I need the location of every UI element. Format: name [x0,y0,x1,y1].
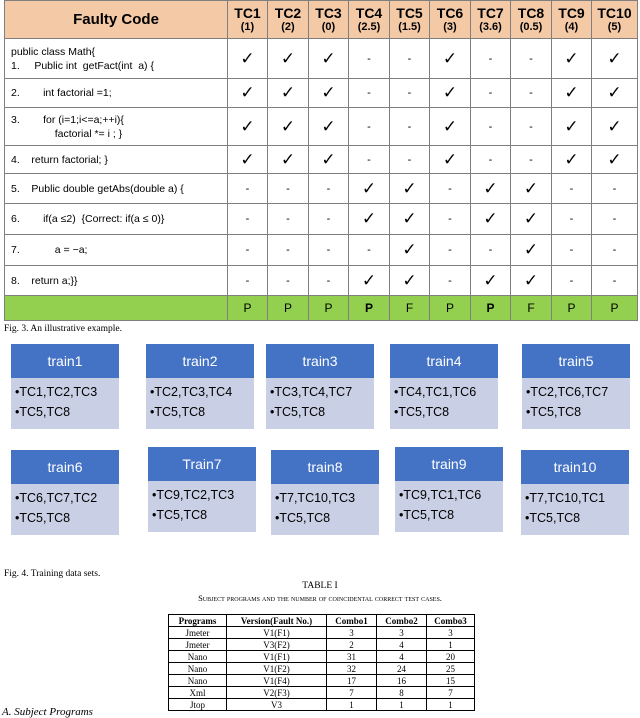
tc-name: TC4 [355,4,383,21]
code-line: 5. Public double getAbs(double a) { [5,174,228,204]
coverage-dash: - [511,108,552,146]
fig3-caption: Fig. 3. An illustrative example. [4,324,122,334]
table1-column-header: Programs [169,615,227,627]
table1-column-header: Combo1 [327,615,377,627]
code-line: 3. for (i=1;i<=a;++i){ factorial *= i ; } [5,108,228,146]
tc-header [471,1,511,39]
code-line-row [5,235,638,266]
tc-name: TC7 [477,4,504,21]
tc-name: TC3 [315,4,342,21]
train-title: train4 [390,344,498,378]
tc-header [511,1,552,39]
train-box [271,450,379,535]
tc-name: TC5 [396,4,423,21]
coverage-check: ✓ [511,204,552,235]
coverage-dash: - [390,79,430,108]
coverage-dash: - [268,266,309,296]
table1-cell: 16 [377,675,427,687]
coverage-check: ✓ [309,146,349,174]
table1-cell: 17 [327,675,377,687]
table1-cell: V3 [227,699,327,711]
table1-cell: Jmeter [169,639,227,651]
code-line: 4. return factorial; } [5,146,228,174]
tc-value: (1) [240,20,255,33]
train-box [390,344,498,429]
table1-cell: 20 [427,651,475,663]
table1-row [169,675,475,687]
table1-cell: V1(F2) [227,663,327,675]
table1-cell: 1 [327,699,377,711]
train-cc-tests: •TC5,TC8 [15,511,71,525]
code-line: 8. return a;}} [5,266,228,296]
coverage-check: ✓ [390,174,430,204]
coverage-check: ✓ [511,266,552,296]
coverage-dash: - [268,235,309,266]
train-tests: •TC3,TC4,TC7 [270,385,353,399]
table1-cell: 25 [427,663,475,675]
train-box [146,344,254,429]
table1-row [169,639,475,651]
tc-name: TC8 [517,4,545,21]
table1-row [169,699,475,711]
train-cc-tests: •TC5,TC8 [399,508,455,522]
table1-cell: 24 [377,663,427,675]
table1-row [169,651,475,663]
table1-cell: 4 [377,639,427,651]
table1-label: TABLE I [302,581,338,591]
test-result: P [471,296,511,321]
train-title: train2 [146,344,254,378]
table1-row [169,627,475,639]
train-cc-tests: •TC5,TC8 [275,511,331,525]
fig3-header-row [5,1,638,39]
train-box [521,450,629,535]
table1-cell: V3(F2) [227,639,327,651]
coverage-check: ✓ [430,79,471,108]
table1-cell: Xml [169,687,227,699]
coverage-dash: - [390,39,430,79]
coverage-check: ✓ [592,39,638,79]
coverage-dash: - [471,108,511,146]
coverage-dash: - [430,235,471,266]
train-body [146,378,254,429]
table1-cell: V1(F4) [227,675,327,687]
table1-cell: 4 [377,651,427,663]
tc-value: (3.6) [479,20,502,33]
coverage-dash: - [309,266,349,296]
train-title: Train7 [148,447,256,481]
coverage-dash: - [349,108,390,146]
result-row [5,296,638,321]
coverage-check: ✓ [268,39,309,79]
test-result: F [390,296,430,321]
table1-cell: 1 [377,699,427,711]
table1-cell: 3 [327,627,377,639]
train-title: train3 [266,344,374,378]
code-line-row [5,39,638,79]
code-line-row [5,174,638,204]
coverage-dash: - [390,146,430,174]
coverage-dash: - [471,235,511,266]
coverage-check: ✓ [552,108,592,146]
train-tests: •TC1,TC2,TC3 [15,385,98,399]
table1-cell: 8 [377,687,427,699]
train-tests: •TC9,TC1,TC6 [399,488,482,502]
coverage-dash: - [309,174,349,204]
train-cc-tests: •TC5,TC8 [150,405,206,419]
table1-cell: 1 [427,699,475,711]
fig4-caption: Fig. 4. Training data sets. [4,569,101,579]
tc-value: (5) [607,20,622,33]
train-cc-tests: •TC5,TC8 [526,405,582,419]
train-cc-tests: •TC5,TC8 [152,508,208,522]
coverage-dash: - [228,174,268,204]
tc-header [592,1,638,39]
table1-cell: V1(F1) [227,651,327,663]
coverage-dash: - [552,235,592,266]
tc-header [228,1,268,39]
coverage-dash: - [592,266,638,296]
table1-row [169,687,475,699]
table1-cell: 7 [327,687,377,699]
coverage-check: ✓ [552,146,592,174]
coverage-check: ✓ [430,39,471,79]
train-title: train8 [271,450,379,484]
table1-cell: 2 [327,639,377,651]
coverage-dash: - [228,204,268,235]
coverage-dash: - [309,204,349,235]
table1-cell: 15 [427,675,475,687]
tc-value: (2) [281,20,295,33]
code-line-row [5,266,638,296]
coverage-check: ✓ [430,146,471,174]
coverage-check: ✓ [511,174,552,204]
coverage-dash: - [268,204,309,235]
coverage-dash: - [309,235,349,266]
tc-value: (4) [564,20,579,33]
train-box [11,450,119,535]
coverage-dash: - [349,146,390,174]
coverage-check: ✓ [552,39,592,79]
train-body [522,378,630,429]
coverage-check: ✓ [592,79,638,108]
train-box [266,344,374,429]
table1-header-row [169,615,475,627]
coverage-check: ✓ [471,266,511,296]
coverage-dash: - [228,266,268,296]
test-result: P [309,296,349,321]
train-title: train9 [395,447,503,481]
tc-value: (2.5) [357,20,381,33]
coverage-check: ✓ [228,39,268,79]
coverage-dash: - [511,146,552,174]
code-line-row [5,108,638,146]
coverage-check: ✓ [511,235,552,266]
tc-header [552,1,592,39]
coverage-dash: - [552,204,592,235]
tc-value: (0.5) [519,20,543,33]
code-line: 6. if(a ≤2) {Correct: if(a ≤ 0)} [5,204,228,235]
tc-header [430,1,471,39]
coverage-check: ✓ [592,146,638,174]
train-body [390,378,498,429]
tc-name: TC9 [558,4,585,21]
tc-header [390,1,430,39]
coverage-check: ✓ [309,79,349,108]
table1-cell: Nano [169,675,227,687]
test-result: P [430,296,471,321]
tc-value: (1.5) [398,20,421,33]
table1-cell: Nano [169,651,227,663]
coverage-dash: - [511,39,552,79]
coverage-check: ✓ [471,204,511,235]
tc-value: (0) [321,20,336,33]
code-line-row [5,204,638,235]
train-title: train6 [11,450,119,484]
test-result: F [511,296,552,321]
coverage-dash: - [349,39,390,79]
train-box [11,344,119,429]
train-tests: •TC9,TC2,TC3 [152,488,235,502]
coverage-dash: - [430,266,471,296]
tc-header [309,1,349,39]
train-tests: •T7,TC10,TC1 [525,491,606,505]
coverage-check: ✓ [430,108,471,146]
train-body [271,484,379,535]
table1-row [169,663,475,675]
fig3-table [4,0,638,321]
train-title: train1 [11,344,119,378]
coverage-check: ✓ [390,266,430,296]
coverage-dash: - [471,146,511,174]
train-cc-tests: •TC5,TC8 [525,511,581,525]
coverage-dash: - [471,39,511,79]
coverage-check: ✓ [390,204,430,235]
code-line: 2. int factorial =1; [5,79,228,108]
coverage-check: ✓ [309,39,349,79]
table1-cell: Jmeter [169,627,227,639]
train-tests: •TC4,TC1,TC6 [394,385,477,399]
table1-cell: V1(F1) [227,627,327,639]
train-box [395,447,503,532]
table1-column-header: Combo3 [427,615,475,627]
table1-cell: Nano [169,663,227,675]
table1-title: Subject programs and the number of coincidental correct test cases. [198,593,442,603]
train-box [148,447,256,532]
coverage-check: ✓ [268,79,309,108]
coverage-dash: - [349,235,390,266]
coverage-dash: - [511,79,552,108]
coverage-check: ✓ [349,266,390,296]
coverage-dash: - [592,174,638,204]
coverage-check: ✓ [268,146,309,174]
coverage-dash: - [552,174,592,204]
tc-header [268,1,309,39]
train-body [148,481,256,532]
tc-value: (3) [443,20,457,33]
table1-cell: 1 [427,639,475,651]
code-line-row [5,146,638,174]
code-line: 7. a = −a; [5,235,228,266]
table1-cell: Jtop [169,699,227,711]
coverage-dash: - [592,235,638,266]
coverage-dash: - [592,204,638,235]
coverage-dash: - [430,204,471,235]
coverage-check: ✓ [228,108,268,146]
table1-cell: 31 [327,651,377,663]
table1-cell: 3 [377,627,427,639]
train-cc-tests: •TC5,TC8 [270,405,326,419]
table1 [168,614,475,711]
section-heading: A. Subject Programs [2,706,93,718]
train-tests: •TC2,TC6,TC7 [526,385,609,399]
table1-cell: 7 [427,687,475,699]
test-result: P [592,296,638,321]
code-line-row [5,79,638,108]
table1-cell: V2(F3) [227,687,327,699]
test-result: P [268,296,309,321]
coverage-check: ✓ [592,108,638,146]
table1-column-header: Version(Fault No.) [227,615,327,627]
coverage-check: ✓ [552,79,592,108]
coverage-check: ✓ [390,235,430,266]
coverage-check: ✓ [471,174,511,204]
train-body [11,378,119,429]
test-result: P [349,296,390,321]
coverage-dash: - [552,266,592,296]
coverage-dash: - [430,174,471,204]
table1-cell: 32 [327,663,377,675]
coverage-dash: - [268,174,309,204]
result-row-label [5,296,228,321]
tc-name: TC2 [274,4,302,21]
train-title: train5 [522,344,630,378]
coverage-check: ✓ [349,174,390,204]
train-body [11,484,119,535]
tc-name: TC1 [234,4,261,21]
coverage-check: ✓ [228,79,268,108]
table1-column-header: Combo2 [377,615,427,627]
test-result: P [228,296,268,321]
coverage-check: ✓ [309,108,349,146]
train-box [522,344,630,429]
coverage-dash: - [349,79,390,108]
coverage-dash: - [228,235,268,266]
tc-name: TC10 [597,4,632,21]
train-body [521,484,629,535]
train-tests: •TC2,TC3,TC4 [150,385,233,399]
coverage-check: ✓ [268,108,309,146]
coverage-dash: - [390,108,430,146]
coverage-dash: - [471,79,511,108]
table1-cell: 3 [427,627,475,639]
tc-name: TC6 [436,4,464,21]
train-body [395,481,503,532]
faulty-code-header: Faulty Code [5,1,228,39]
train-tests: •T7,TC10,TC3 [275,491,356,505]
train-tests: •TC6,TC7,TC2 [15,491,98,505]
tc-header [349,1,390,39]
coverage-check: ✓ [228,146,268,174]
train-cc-tests: •TC5,TC8 [15,405,71,419]
train-cc-tests: •TC5,TC8 [394,405,450,419]
test-result: P [552,296,592,321]
coverage-check: ✓ [349,204,390,235]
train-title: train10 [521,450,629,484]
code-line: public class Math{ 1. Public int getFact(int a) { [5,39,228,79]
train-body [266,378,374,429]
